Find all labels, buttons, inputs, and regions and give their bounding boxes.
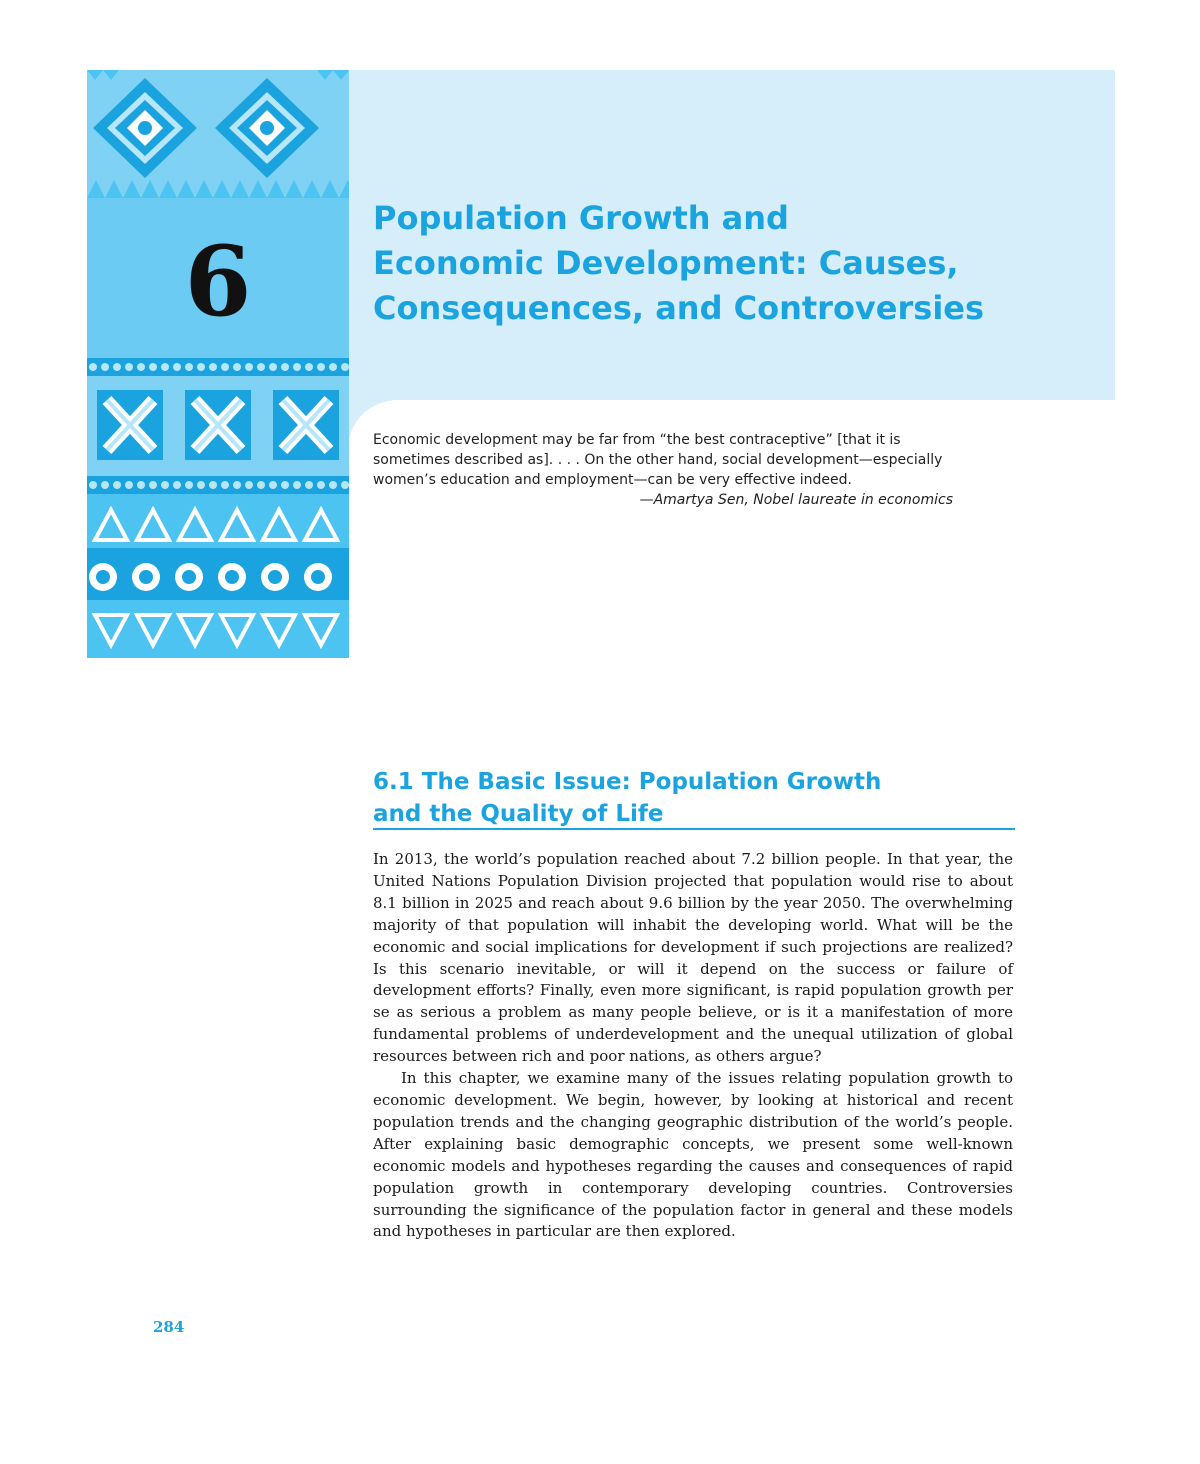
epigraph-quote — [373, 430, 953, 510]
chapter-title-line: Population Growth and — [373, 199, 789, 237]
section-heading-line: 6.1 The Basic Issue: Population Growth — [373, 769, 882, 795]
page-number: 284 — [153, 1318, 185, 1336]
chapter-number: 6 — [184, 225, 252, 338]
epigraph-line: sometimes described as]. . . . On the other hand, social development—especially — [373, 452, 943, 468]
section-heading — [373, 766, 1015, 830]
chapter-title-line: Economic Development: Causes, — [373, 244, 959, 282]
section-divider — [373, 828, 1015, 830]
epigraph-line: women’s education and employment—can be very effective indeed. — [373, 472, 852, 488]
chapter-title-line: Consequences, and Controversies — [373, 289, 985, 327]
body-paragraph: In 2013, the world’s population reached about 7.2 billion people. In that year, the United Nations Population Division projected that population would rise to about 8.1 billion in 2025 and reach about 9.6 billion by the year 2050. The overwhelming majority of that population will inhabit the developing world. What will be the economic and social implications for development if such projections are realized? Is this scenario inevitable, or will it depend on the success or failure of development efforts? Finally, even more significant, is rapid population growth per se as serious a problem as many people believe, or is it a manifestation of more fundamental problems of underdevelopment and the unequal utilization of global resources between rich and poor nations, as others argue? — [373, 850, 1013, 1066]
section-heading-line: and the Quality of Life — [373, 801, 664, 827]
epigraph-line: Economic development may be far from “the best contraceptive” [that it is — [373, 432, 901, 448]
body-paragraph: In this chapter, we examine many of the issues relating population growth to economic development. We begin, however, by looking at historical and recent population trends and the changing geographic distribution of the world’s people. After explaining basic demographic concepts, we present some well-known economic models and hypotheses regarding the causes and consequences of rapid population growth in contemporary developing countries. Controversies surrounding the significance of the population factor in general and these models and hypotheses in particular are then explored. — [373, 1069, 1013, 1241]
body-text — [373, 849, 1013, 1243]
chapter-title — [373, 196, 1093, 331]
epigraph-attribution: —Amartya Sen, Nobel laureate in economics — [639, 492, 953, 508]
tribal-pattern-icon — [87, 70, 349, 658]
